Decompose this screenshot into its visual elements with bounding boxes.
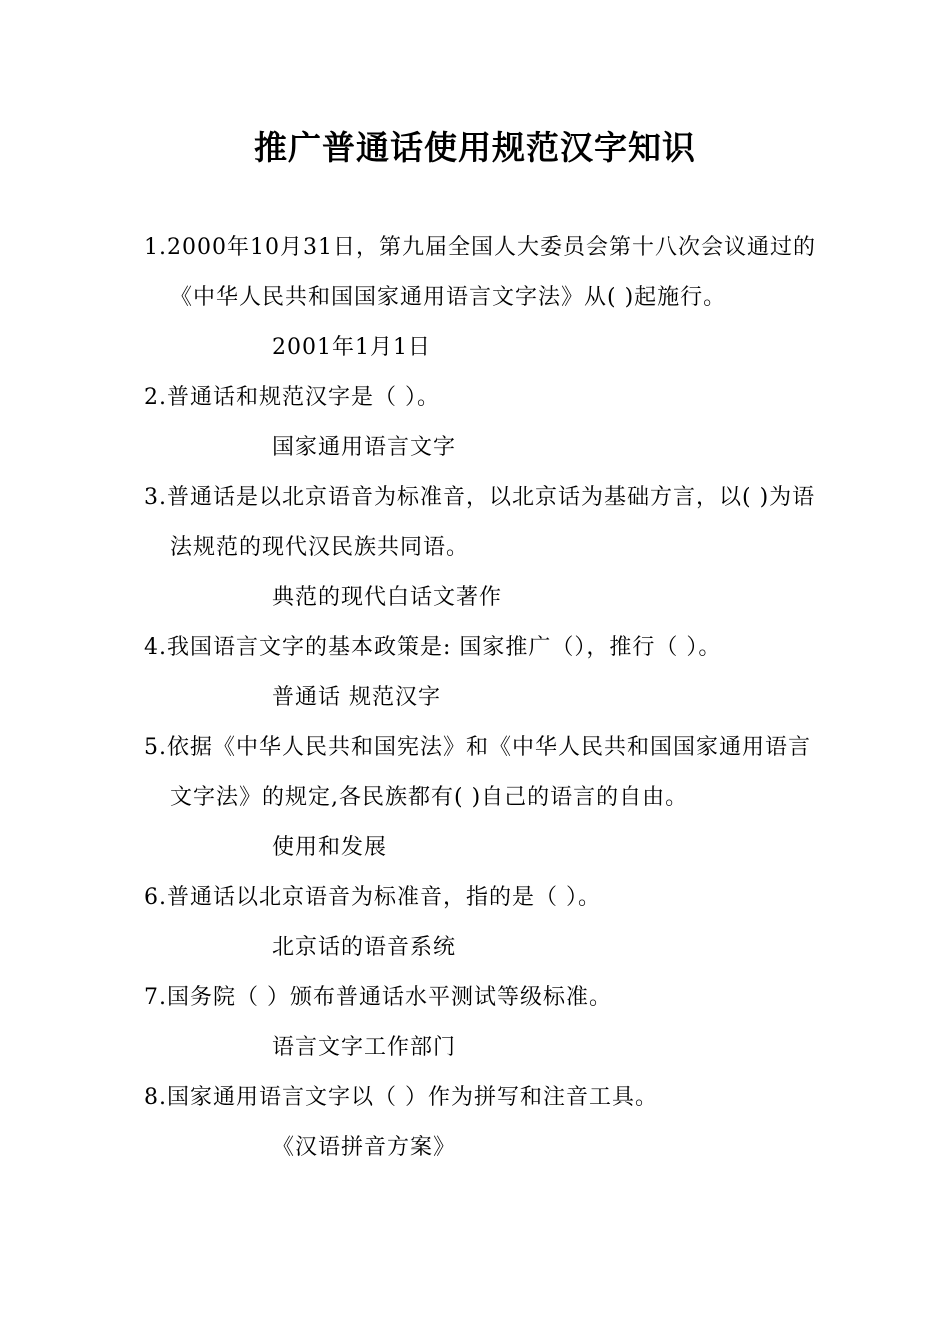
- question-4: 4.我国语言文字的基本政策是: 国家推广（），推行（ ）。: [144, 635, 722, 660]
- question-1: 1.2000年10月31日，第九届全国人大委员会第十八次会议通过的《中华人民共和国国家通用语言文字法》从( )起施行。: [144, 235, 816, 310]
- question-list: [144, 223, 816, 1173]
- document-title: 推广普通话使用规范汉字知识: [254, 128, 696, 167]
- answer-3: 典范的现代白话文著作: [272, 585, 503, 610]
- answer-1: 2001年1月1日: [272, 335, 431, 360]
- question-8: 8.国家通用语言文字以（ ）作为拼写和注音工具。: [144, 1085, 658, 1110]
- answer-4: 普通话 规范汉字: [272, 685, 441, 710]
- answer-5: 使用和发展: [272, 835, 388, 860]
- answer-2: 国家通用语言文字: [272, 435, 457, 460]
- question-7: 7.国务院（ ）颁布普通话水平测试等级标准。: [144, 985, 612, 1010]
- question-3: 3.普通话是以北京语音为标准音，以北京话为基础方言，以( )为语法规范的现代汉民族共同语。: [144, 485, 816, 560]
- answer-7: 语言文字工作部门: [272, 1035, 457, 1060]
- question-6: 6.普通话以北京语音为标准音，指的是（ ）。: [144, 885, 601, 910]
- question-5: 5.依据《中华人民共和国宪法》和《中华人民共和国国家通用语言文字法》的规定,各民族都有( )自己的语言的自由。: [144, 735, 811, 810]
- question-2: 2.普通话和规范汉字是（ ）。: [144, 385, 440, 410]
- answer-6: 北京话的语音系统: [272, 935, 457, 960]
- answer-8: 《汉语拼音方案》: [272, 1135, 457, 1160]
